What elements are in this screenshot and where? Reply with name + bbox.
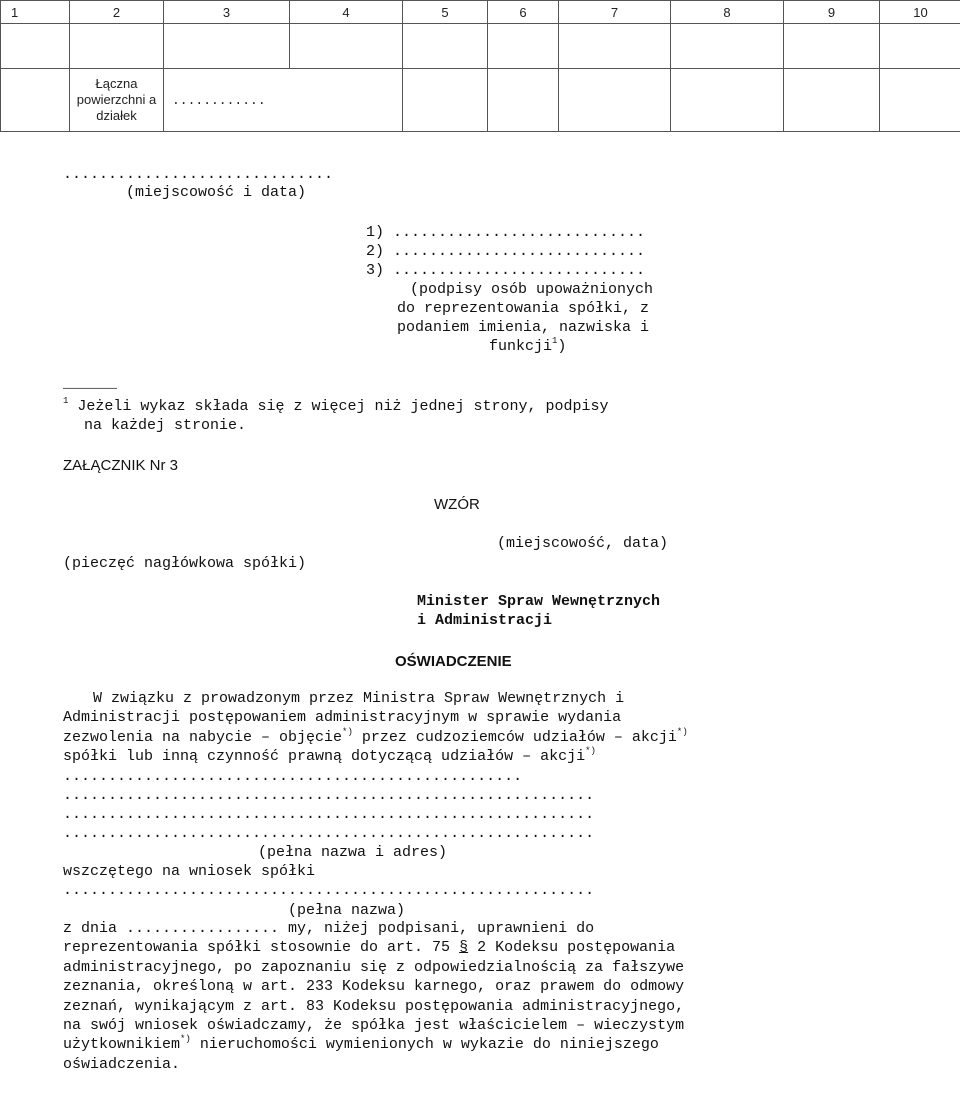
footnote-line-2: na każdej stronie. xyxy=(84,417,247,434)
place-dots: .............................. xyxy=(63,166,334,183)
footnote-rule: ______ xyxy=(63,375,118,392)
col-header-3: 3 xyxy=(164,1,290,24)
addressee-line-2: i Administracji xyxy=(417,612,553,629)
addressee-line-1: Minister Spraw Wewnętrznych xyxy=(417,593,661,610)
col-header-4: 4 xyxy=(290,1,403,24)
col-header-2: 2 xyxy=(70,1,164,24)
signature-caption-4: funkcji$^1$) xyxy=(489,336,567,355)
col-header-9: 9 xyxy=(784,1,880,24)
signature-line-2: 2) ............................ xyxy=(366,243,646,260)
col-header-7: 7 xyxy=(559,1,671,24)
signature-caption-2: do reprezentowania spółki, z xyxy=(397,300,650,317)
footnote-ref: 1 xyxy=(552,336,558,346)
col-header-10: 10 xyxy=(880,1,960,24)
footnote-line-1: $^1$ Jeżeli wykaz składa się z więcej niż jednej strony, podpisy xyxy=(63,396,609,415)
full-name-address-label: (pełna nazwa i adres) xyxy=(258,844,448,861)
place-date-field: (miejscowość, data) xyxy=(497,535,669,552)
dots-line-3: ........................................................... xyxy=(63,825,595,842)
section-symbol: § xyxy=(459,939,469,957)
declaration-paragraph-2: z dnia ................. my, niżej podpisani, uprawnieni do reprezentowania spółki stosownie do art. 75 § 2 Kodeksu postępowania administracyjnego, po zapoznaniu się z odpowiedzialnością za fałszywe zeznania, określoną w art. 233 Kodeksu karnego, oraz prawem do odmowy zeznań, wynikającym z art. 83 Kodeksu postępowania administracyjnego, na swój wniosek oświadczamy, że spółka jest właścicielem – wieczystym użytkownikiem*) nieruchomości wymienionych w wykazie do niniejszego oświadczenia. xyxy=(63,920,685,1073)
initiated-text: wszczętego na wniosek spółki xyxy=(63,863,316,880)
col-header-5: 5 xyxy=(403,1,488,24)
total-area-value: ............ xyxy=(164,69,403,132)
plots-table xyxy=(0,0,960,132)
total-area-label: Łączna powierzchni a działek xyxy=(70,69,164,132)
footnote-number: 1 xyxy=(63,396,69,406)
place-date-label: (miejscowość i data) xyxy=(126,184,307,201)
dots-line-1: ........................................................... xyxy=(63,787,595,804)
signature-line-3: 3) ............................ xyxy=(366,262,646,279)
col-header-1: 1 xyxy=(1,1,70,24)
full-name-label: (pełna nazwa) xyxy=(288,902,406,919)
signature-caption-3: podaniem imienia, nazwiska i xyxy=(397,319,650,336)
table-row xyxy=(1,24,960,69)
table-total-row xyxy=(1,69,960,132)
annex-title: ZAŁĄCZNIK Nr 3 xyxy=(63,457,179,474)
template-label: WZÓR xyxy=(434,496,480,513)
table-header-row xyxy=(1,1,960,24)
dots-line-4: ........................................................... xyxy=(63,882,595,899)
dots-line-2: ........................................................... xyxy=(63,806,595,823)
col-header-6: 6 xyxy=(488,1,559,24)
signature-line-1: 1) ............................ xyxy=(366,224,646,241)
col-header-8: 8 xyxy=(671,1,784,24)
declaration-paragraph-1: W związku z prowadzonym przez Ministra Spraw Wewnętrznych i Administracji postępowaniem administracyjnym w sprawie wydania zezwolenia na nabycie – objęcie*) przez cudzoziemców udziałów – akcji*) spółki lub inną czynność prawną dotyczącą udziałów – akcji*) ................................................... xyxy=(63,690,688,785)
company-stamp-field: (pieczęć nagłówkowa spółki) xyxy=(63,555,307,572)
signature-caption-1: (podpisy osób upoważnionych xyxy=(410,281,654,298)
declaration-title: OŚWIADCZENIE xyxy=(395,653,512,670)
